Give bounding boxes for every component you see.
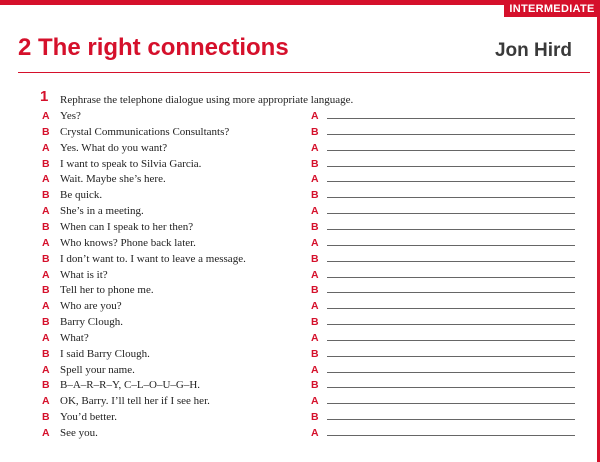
answer-speaker-label: A bbox=[311, 110, 319, 122]
speaker-label: A bbox=[42, 300, 50, 313]
answer-blank[interactable] bbox=[327, 277, 575, 278]
level-badge: INTERMEDIATE bbox=[504, 0, 600, 17]
speaker-label: A bbox=[42, 141, 50, 154]
answer-blank[interactable] bbox=[327, 419, 575, 420]
speaker-label: A bbox=[42, 363, 50, 376]
answer-blank[interactable] bbox=[327, 308, 575, 309]
dialogue-line: Wait. Maybe she’s here. bbox=[60, 173, 166, 186]
answer-blank[interactable] bbox=[327, 134, 575, 135]
page-title: 2 The right connections bbox=[18, 34, 289, 61]
speaker-label: B bbox=[42, 316, 50, 329]
answer-speaker-label: A bbox=[311, 236, 319, 249]
answer-speaker-label: A bbox=[311, 173, 319, 186]
answer-blank[interactable] bbox=[327, 261, 575, 262]
answer-blank[interactable] bbox=[327, 403, 575, 404]
dialogue-line: When can I speak to her then? bbox=[60, 220, 194, 233]
dialogue-row bbox=[0, 377, 600, 393]
speaker-label: B bbox=[42, 284, 50, 297]
dialogue-row bbox=[0, 362, 600, 378]
speaker-label: A bbox=[42, 395, 50, 408]
dialogue-line: You’d better. bbox=[60, 411, 117, 424]
answer-speaker-label: A bbox=[311, 427, 319, 439]
dialogue-row bbox=[0, 171, 600, 187]
answer-speaker-label: B bbox=[311, 411, 319, 424]
answer-blank[interactable] bbox=[327, 181, 575, 182]
speaker-label: A bbox=[42, 236, 50, 249]
answer-blank[interactable] bbox=[327, 150, 575, 151]
dialogue-line: OK, Barry. I’ll tell her if I see her. bbox=[60, 395, 210, 408]
dialogue-line: Who knows? Phone back later. bbox=[60, 236, 196, 249]
dialogue-row bbox=[0, 251, 600, 267]
dialogue-line: Be quick. bbox=[60, 189, 103, 202]
answer-speaker-label: B bbox=[311, 252, 319, 265]
dialogue-line: Yes? bbox=[60, 110, 81, 122]
answer-blank[interactable] bbox=[327, 229, 575, 230]
speaker-label: A bbox=[42, 427, 50, 439]
answer-speaker-label: B bbox=[311, 125, 319, 138]
answer-speaker-label: B bbox=[311, 284, 319, 297]
answer-speaker-label: B bbox=[311, 189, 319, 202]
speaker-label: A bbox=[42, 331, 50, 344]
dialogue-line: Who are you? bbox=[60, 300, 122, 313]
dialogue-line: See you. bbox=[60, 427, 98, 439]
speaker-label: B bbox=[42, 347, 50, 360]
answer-speaker-label: A bbox=[311, 363, 319, 376]
dialogue-line: Spell your name. bbox=[60, 363, 135, 376]
answer-blank[interactable] bbox=[327, 118, 575, 119]
dialogue-row bbox=[0, 108, 600, 124]
speaker-label: B bbox=[42, 189, 50, 202]
task-instruction: Rephrase the telephone dialogue using more appropriate language. bbox=[60, 94, 354, 106]
speaker-label: B bbox=[42, 411, 50, 424]
dialogue-row bbox=[0, 298, 600, 314]
dialogue-row bbox=[0, 282, 600, 298]
dialogue-line: I want to speak to Silvia Garcia. bbox=[60, 157, 202, 170]
answer-speaker-label: A bbox=[311, 268, 319, 281]
dialogue-line: I don’t want to. I want to leave a message. bbox=[60, 252, 246, 265]
answer-blank[interactable] bbox=[327, 372, 575, 373]
answer-speaker-label: A bbox=[311, 205, 319, 218]
answer-speaker-label: B bbox=[311, 220, 319, 233]
dialogue-row bbox=[0, 140, 600, 156]
dialogue-row bbox=[0, 314, 600, 330]
dialogue-row bbox=[0, 156, 600, 172]
dialogue-line: I said Barry Clough. bbox=[60, 347, 150, 360]
speaker-label: B bbox=[42, 252, 50, 265]
answer-blank[interactable] bbox=[327, 324, 575, 325]
dialogue-line: Tell her to phone me. bbox=[60, 284, 154, 297]
answer-speaker-label: B bbox=[311, 379, 319, 392]
dialogue-line: What? bbox=[60, 331, 89, 344]
speaker-label: A bbox=[42, 268, 50, 281]
title-divider bbox=[18, 72, 590, 73]
answer-blank[interactable] bbox=[327, 213, 575, 214]
task-number: 1 bbox=[40, 88, 49, 105]
dialogue-row bbox=[0, 393, 600, 409]
dialogue-row bbox=[0, 124, 600, 140]
dialogue-row bbox=[0, 235, 600, 251]
answer-speaker-label: A bbox=[311, 331, 319, 344]
speaker-label: B bbox=[42, 157, 50, 170]
speaker-label: A bbox=[42, 205, 50, 218]
answer-speaker-label: B bbox=[311, 157, 319, 170]
dialogue-row bbox=[0, 267, 600, 283]
author-name: Jon Hird bbox=[494, 40, 572, 61]
answer-blank[interactable] bbox=[327, 387, 575, 388]
answer-blank[interactable] bbox=[327, 197, 575, 198]
dialogue-line: She’s in a meeting. bbox=[60, 205, 144, 218]
answer-speaker-label: A bbox=[311, 395, 319, 408]
dialogue-line: B–A–R–R–Y, C–L–O–U–G–H. bbox=[60, 379, 201, 392]
speaker-label: A bbox=[42, 173, 50, 186]
dialogue-row bbox=[0, 330, 600, 346]
dialogue-line: Crystal Communications Consultants? bbox=[60, 125, 230, 138]
answer-blank[interactable] bbox=[327, 245, 575, 246]
dialogue-line: What is it? bbox=[60, 268, 108, 281]
answer-blank[interactable] bbox=[327, 340, 575, 341]
dialogue-line: Barry Clough. bbox=[60, 316, 123, 329]
answer-blank[interactable] bbox=[327, 292, 575, 293]
dialogue-line: Yes. What do you want? bbox=[60, 141, 168, 154]
answer-speaker-label: B bbox=[311, 316, 319, 329]
answer-blank[interactable] bbox=[327, 435, 575, 436]
speaker-label: B bbox=[42, 379, 50, 392]
speaker-label: B bbox=[42, 125, 50, 138]
speaker-label: B bbox=[42, 220, 50, 233]
answer-blank[interactable] bbox=[327, 166, 575, 167]
answer-blank[interactable] bbox=[327, 356, 575, 357]
dialogue-row bbox=[0, 409, 600, 425]
answer-speaker-label: B bbox=[311, 347, 319, 360]
dialogue-row bbox=[0, 219, 600, 235]
dialogue-row bbox=[0, 425, 600, 441]
dialogue-row bbox=[0, 187, 600, 203]
dialogue-row bbox=[0, 346, 600, 362]
answer-speaker-label: A bbox=[311, 141, 319, 154]
speaker-label: A bbox=[42, 110, 50, 122]
answer-speaker-label: A bbox=[311, 300, 319, 313]
dialogue-row bbox=[0, 203, 600, 219]
